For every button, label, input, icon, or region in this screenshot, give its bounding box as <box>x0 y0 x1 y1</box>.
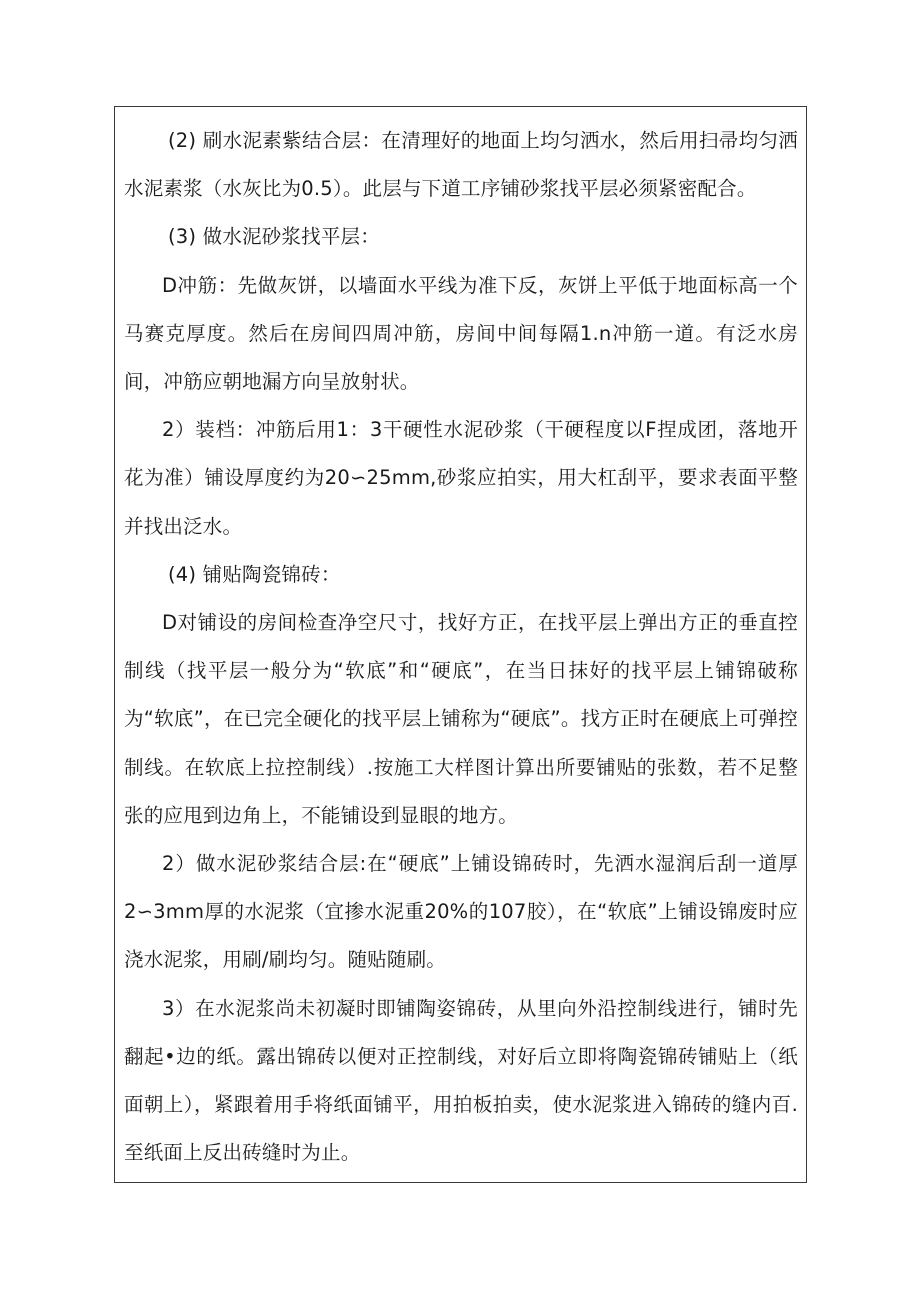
document-body <box>124 117 798 1177</box>
paragraph-mortar-bond-layer: 2）做水泥砂浆结合层:在“硬底”上铺设锦砖时，先洒水湿润后刮一道厚2∽3mm厚的水泥浆（宜掺水泥重20%的107胶），在“软底”上铺设锦废时应浇水泥浆，用刷/刷均匀。随贴随刷。 <box>124 852 798 972</box>
paragraph-laying-tiles: 3）在水泥浆尚未初凝时即铺陶姿锦砖，从里向外沿控制线进行，铺时先翻起•边的纸。露出锦砖以便对正控制线，对好后立即将陶瓷锦砖铺贴上（纸面朝上），紧跟着用手将纸面铺平，用拍板拍卖，使水泥浆进入锦砖的缝内百.至纸面上反出砖缝时为止。 <box>124 996 798 1165</box>
paragraph-heading-leveling-layer: (3) 做水泥砂浆找平层： <box>168 225 380 249</box>
document-frame <box>114 106 807 1183</box>
paragraph-cement-bond-coat: (2) 刷水泥素紫结合层：在清理好的地面上均匀洒水，然后用扫帚均匀洒水泥素浆（水灰比为0.5）。此层与下道工序铺砂浆找平层必须紧密配合。 <box>124 129 798 201</box>
paragraph-room-check: D对铺设的房间检查净空尺寸，找好方正，在找平层上弹出方正的垂直控制线（找平层一般分为“软底”和“硬底”，在当日抹好的找平层上铺锦破称为“软底”，在已完全硬化的找平层上铺称为“硬底”。找方正时在硬底上可弹控制线。在软底上拉控制线）.按施工大样图计算出所要铺贴的张数，若不足整张的应甩到边角上，不能铺设到显眼的地方。 <box>124 611 798 827</box>
paragraph-heading-mosaic-tiling: (4) 铺贴陶瓷锦砖： <box>168 562 341 586</box>
paragraph-screed-ribs: D冲筋：先做灰饼，以墙面水平线为准下反，灰饼上平低于地面标高一个马赛克厚度。然后在房间四周冲筋，房间中间每隔1.n冲筋一道。有泛水房间，冲筋应朝地漏方向呈放射状。 <box>124 273 798 394</box>
paragraph-filling: 2）装档：冲筋后用1：3干硬性水泥砂浆（干硬程度以F捏成团，落地开花为准）铺设厚度约为20∽25mm,砂浆应拍实，用大杠刮平，要求表面平整并找出泛水。 <box>124 418 798 538</box>
